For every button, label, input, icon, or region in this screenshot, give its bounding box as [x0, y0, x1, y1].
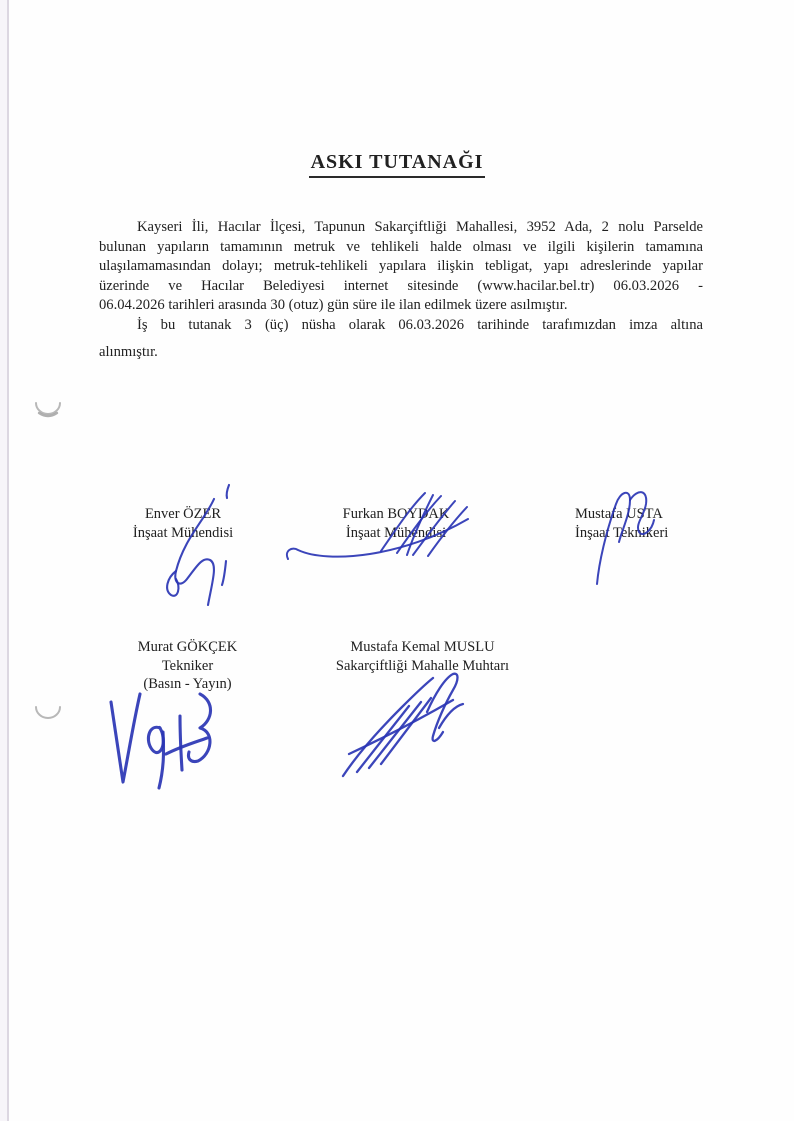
- signatory-title: Sakarçiftliği Mahalle Muhtarı: [335, 657, 510, 674]
- signatory-name: Mustafa USTA: [575, 506, 663, 522]
- body-line: İş bu tutanak 3 (üç) nüsha olarak 06.03.2026 tarihinde tarafımızdan imza altına: [137, 316, 703, 333]
- signatory-title: İnşaat Teknikeri: [575, 524, 669, 541]
- body-line: üzerinde ve Hacılar Belediyesi internet sitesinde (www.hacilar.bel.tr) 06.03.2026 -: [99, 277, 703, 294]
- body-paragraph: [99, 218, 703, 362]
- signatory-block-furkan-boydak: [326, 505, 466, 542]
- signature-mustafa-kemal-muslu-ink: [335, 670, 470, 782]
- page-title: ASKI TUTANAĞI: [309, 151, 486, 178]
- body-line: ulaşılamamasından dolayı; metruk-tehlikeli yapılara ilişkin tebligat, yapı adreslerinde yapılar: [99, 258, 703, 275]
- signatory-block-mustafa-kemal-muslu: [325, 638, 520, 675]
- title-row: [0, 151, 794, 178]
- signatory-name: Murat GÖKÇEK: [137, 639, 238, 655]
- body-line: 06.04.2026 tarihleri arasında 30 (otuz) gün süre ile ilan edilmek üzere asılmıştır.: [99, 297, 568, 314]
- body-line: Kayseri İli, Hacılar İlçesi, Tapunun Sakarçiftliği Mahallesi, 3952 Ada, 2 nolu Parselde: [137, 219, 703, 235]
- signatory-name: Mustafa Kemal MUSLU: [350, 639, 495, 655]
- punch-hole-top: [33, 396, 63, 422]
- signatory-block-mustafa-usta: [575, 505, 668, 542]
- body-line: alınmıştır.: [99, 343, 158, 360]
- signatory-block-enver-ozer: [113, 505, 253, 542]
- signatory-name: Furkan BOYDAK: [342, 506, 450, 522]
- signature-enver-ozer-ink: [150, 477, 250, 612]
- signatory-title: İnşaat Mühendisi: [132, 524, 234, 541]
- signatory-title: Tekniker: [161, 657, 214, 674]
- punch-hole-bottom: [33, 700, 63, 726]
- signatory-subtitle: (Basın - Yayın): [143, 676, 232, 692]
- signatory-name: Enver ÖZER: [144, 506, 222, 522]
- signatory-title: İnşaat Mühendisi: [345, 524, 447, 541]
- signatory-block-murat-gokcek: [110, 638, 265, 694]
- body-line: bulunan yapıların tamamının metruk ve tehlikeli halde olması ve ilgili kişilerin tamamına: [99, 238, 703, 255]
